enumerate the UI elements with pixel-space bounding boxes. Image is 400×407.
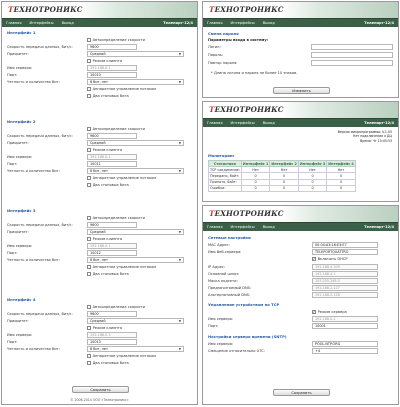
- table-cell: 0: [298, 179, 326, 185]
- hw-flow-label: Аппаратное управление потоком: [92, 354, 156, 358]
- auto-speed-toggle[interactable]: [87, 38, 145, 42]
- auto-speed-row: [7, 304, 192, 310]
- nav-exit[interactable]: Выход: [262, 121, 275, 125]
- table-header: Интерфейс 2: [271, 161, 297, 166]
- auto-speed-toggle[interactable]: [87, 127, 145, 131]
- port-row: [7, 161, 192, 167]
- nav-interfaces[interactable]: Интерфейсы: [29, 21, 54, 25]
- parity-value: 8 бит, нет: [90, 258, 108, 262]
- auto-speed-label: Автоопределение скорости: [92, 216, 145, 220]
- speed-row: [7, 44, 192, 50]
- web-label: Имя Веб-сервера:: [208, 250, 242, 254]
- web-server-input[interactable]: TELEPORTQUATTRO: [312, 249, 378, 254]
- password-subtitle: Параметры входа в систему:: [208, 38, 269, 42]
- mask-row: [208, 278, 393, 284]
- dhcp-row: [208, 256, 393, 262]
- table-cell: 0: [298, 185, 326, 191]
- parity-label: Четность и количество бит:: [7, 347, 60, 351]
- device-name: Телепорт-12/4: [364, 21, 394, 25]
- dns1-label: Предпочитаемый DNS:: [208, 286, 252, 290]
- auto-speed-checkbox[interactable]: [87, 216, 91, 220]
- speed-row: [7, 222, 192, 228]
- firmware-version: Версия микропрограммы: V.1.05: [337, 130, 392, 134]
- priority-row: [7, 229, 192, 235]
- auto-speed-row: [7, 37, 192, 43]
- mask-label: Маска подсети:: [208, 279, 238, 283]
- utc-label: Смещение относительно UTC:: [208, 349, 265, 353]
- chevron-down-icon[interactable]: ▼: [178, 319, 181, 323]
- port-input[interactable]: [87, 339, 137, 344]
- hw-flow-checkbox[interactable]: [87, 87, 91, 91]
- table-cell: Нет: [327, 167, 355, 173]
- hw-flow-row: [7, 175, 192, 181]
- table-cell: 0: [298, 173, 326, 179]
- client-mode-checkbox[interactable]: [87, 59, 91, 63]
- chevron-down-icon[interactable]: ▼: [178, 258, 181, 262]
- server-mode-row: [208, 309, 393, 315]
- hw-flow-toggle[interactable]: [87, 265, 156, 269]
- network-title: Сетевые настройки: [208, 235, 251, 240]
- parity-select[interactable]: [87, 346, 184, 351]
- nav-exit[interactable]: Выход: [262, 225, 275, 229]
- hw-flow-checkbox[interactable]: [87, 354, 91, 358]
- hw-flow-row: [7, 86, 192, 92]
- header-banner: [203, 2, 398, 19]
- uptime: Время: Чт 15:45:53: [360, 138, 392, 143]
- nav-interfaces[interactable]: Интерфейсы: [230, 21, 255, 25]
- interface-title: Интерфейс 3: [7, 208, 36, 213]
- table-cell: 0: [270, 179, 298, 185]
- password-window: [202, 1, 399, 98]
- parity-select[interactable]: [87, 168, 184, 173]
- brand-logo: ТЕХНОТРОНИКС: [8, 5, 83, 14]
- server-mode-checkbox[interactable]: [312, 310, 316, 314]
- server-label: Имя сервера:: [7, 333, 33, 337]
- footer: © 2006-2014 ООО «Технотроникс»: [70, 398, 129, 402]
- parity-label: Четность и количество бит:: [7, 80, 60, 84]
- speed-value: 9600: [90, 134, 99, 138]
- two-stop-row: [7, 182, 192, 188]
- device-name: Телепорт-12/4: [364, 225, 394, 229]
- priority-select[interactable]: [87, 229, 184, 234]
- hw-flow-label: Аппаратное управление потоком: [92, 87, 156, 91]
- priority-label: Приоритет:: [7, 319, 29, 323]
- two-stop-toggle[interactable]: [87, 361, 129, 365]
- nav-bar: [203, 19, 398, 27]
- tcp-port-input[interactable]: 10001: [312, 323, 378, 328]
- hw-flow-checkbox[interactable]: [87, 176, 91, 180]
- parity-label: Четность и количество бит:: [7, 169, 60, 173]
- dhcp-label: Включить DHCP: [317, 257, 348, 261]
- two-stop-checkbox[interactable]: [87, 94, 91, 98]
- server-input[interactable]: [87, 243, 137, 248]
- brand-logo: ТЕХНОТРОНИКС: [209, 105, 284, 114]
- server-value: 192.168.0.1: [90, 244, 111, 248]
- table-cell: 0: [241, 179, 269, 185]
- parity-row: [7, 168, 192, 174]
- table-cell: Ошибки:: [209, 185, 242, 191]
- speed-label: Скорость передачи данных, бит/с:: [7, 134, 73, 138]
- priority-value: Средний: [90, 52, 106, 56]
- client-mode-toggle[interactable]: [87, 148, 122, 152]
- port-input[interactable]: [87, 161, 137, 166]
- two-stop-toggle[interactable]: [87, 272, 129, 276]
- two-stop-checkbox[interactable]: [87, 272, 91, 276]
- utc-input[interactable]: +4: [312, 348, 378, 353]
- sntp-label: Имя сервера:: [208, 342, 234, 346]
- hw-flow-label: Аппаратное управление потоком: [92, 176, 156, 180]
- table-cell: 0: [327, 179, 355, 185]
- parity-row: [7, 346, 192, 352]
- dns1-row: [208, 285, 393, 291]
- table-cell: 0: [241, 185, 269, 191]
- brand-logo: ТЕХНОТРОНИКС: [209, 5, 284, 14]
- table-cell: 0: [327, 173, 355, 179]
- sntp-row: [208, 341, 393, 347]
- mask-input[interactable]: 255.255.248.0: [312, 278, 378, 283]
- mac-label: MAC Адрес:: [208, 243, 230, 247]
- client-mode-toggle[interactable]: [87, 326, 122, 330]
- client-mode-row: [7, 58, 192, 64]
- client-mode-checkbox[interactable]: [87, 326, 91, 330]
- speed-label: Скорость передачи данных, бит/с:: [7, 312, 73, 316]
- server-label: Имя сервера:: [7, 244, 33, 248]
- client-mode-label: Режим клиента: [92, 326, 123, 330]
- priority-label: Приоритет:: [7, 141, 29, 145]
- table-cell: 0: [241, 173, 269, 179]
- gateway-input[interactable]: 192.168.4.1: [312, 271, 378, 276]
- hw-flow-checkbox[interactable]: [87, 265, 91, 269]
- port-row: [7, 72, 192, 78]
- interfaces-window: [1, 1, 198, 405]
- client-mode-label: Режим клиента: [92, 237, 123, 241]
- repeat-row: [208, 60, 393, 66]
- port-label: Порт:: [7, 73, 18, 77]
- speed-value: 9600: [90, 45, 99, 49]
- nav-interfaces[interactable]: Интерфейсы: [230, 225, 255, 229]
- password-note: * Длина логина и пароля не более 10 знаков.: [211, 71, 298, 75]
- parity-select[interactable]: [87, 79, 184, 84]
- two-stop-label: Два стоповых бита: [92, 94, 129, 98]
- client-mode-toggle[interactable]: [87, 237, 122, 241]
- speed-input[interactable]: [87, 133, 137, 138]
- login-label: Логин:: [208, 45, 221, 49]
- dns2-label: Альтернативный DNS:: [208, 293, 251, 297]
- table-cell: Принято, байт:: [209, 179, 242, 185]
- table-cell: Нет: [298, 167, 326, 173]
- parity-value: 8 бит, нет: [90, 80, 108, 84]
- tcp-server-row: [208, 316, 393, 322]
- hw-flow-toggle[interactable]: [87, 354, 156, 358]
- parity-row: [7, 257, 192, 263]
- repeat-label: Повтор пароля:: [208, 61, 238, 65]
- password-label: Пароль:: [208, 53, 224, 57]
- port-input[interactable]: [87, 72, 137, 77]
- dns2-row: [208, 292, 393, 298]
- port-value: 10010: [90, 73, 101, 77]
- server-value: 192.168.0.1: [90, 333, 111, 337]
- auto-speed-row: [7, 126, 192, 132]
- client-mode-row: [7, 325, 192, 331]
- chevron-down-icon[interactable]: ▼: [178, 230, 181, 234]
- parity-row: [7, 79, 192, 85]
- gateway-label: Основной шлюз:: [208, 272, 240, 276]
- speed-label: Скорость передачи данных, бит/с:: [7, 45, 73, 49]
- nav-exit[interactable]: Выход: [262, 21, 275, 25]
- device-name: Телепорт-12/4: [163, 21, 193, 25]
- tcp-port-row: [208, 323, 393, 329]
- server-input[interactable]: [87, 65, 137, 70]
- client-mode-checkbox[interactable]: [87, 237, 91, 241]
- ip-input[interactable]: 192.168.4.209: [312, 264, 378, 269]
- ip-row: [208, 264, 393, 270]
- tcp-port-label: Порт:: [208, 324, 219, 328]
- nav-bar: [2, 19, 197, 27]
- gateway-row: [208, 271, 393, 277]
- port-label: Порт:: [7, 340, 18, 344]
- priority-row: [7, 318, 192, 324]
- client-mode-row: [7, 147, 192, 153]
- auto-speed-label: Автоопределение скорости: [92, 127, 145, 131]
- device-name: Телепорт-12/4: [364, 121, 394, 125]
- port-input[interactable]: [87, 250, 137, 255]
- server-mode-label: Режим сервера: [317, 310, 347, 314]
- client-mode-checkbox[interactable]: [87, 148, 91, 152]
- priority-row: [7, 140, 192, 146]
- auto-speed-label: Автоопределение скорости: [92, 38, 145, 42]
- two-stop-row: [7, 271, 192, 277]
- table-header: Интерфейс 3: [299, 161, 326, 166]
- header-banner: [203, 102, 398, 119]
- two-stop-row: [7, 93, 192, 99]
- priority-row: [7, 51, 192, 57]
- table-row: [209, 185, 356, 191]
- nav-home[interactable]: Главная: [207, 121, 223, 125]
- client-mode-label: Режим клиента: [92, 148, 123, 152]
- port-value: 10011: [90, 162, 101, 166]
- port-row: [7, 339, 192, 345]
- server-label: Имя сервера:: [7, 66, 33, 70]
- auto-speed-toggle[interactable]: [87, 216, 145, 220]
- priority-select[interactable]: [87, 51, 184, 56]
- interface-title: Интерфейс 4: [7, 297, 36, 302]
- port-value: 10012: [90, 251, 101, 255]
- repeat-password-input[interactable]: [311, 60, 393, 65]
- two-stop-checkbox[interactable]: [87, 361, 91, 365]
- speed-input[interactable]: [87, 222, 137, 227]
- tcp-title: Управление устройством по TCP: [208, 302, 280, 307]
- table-cell: 0: [270, 185, 298, 191]
- speed-row: [7, 133, 192, 139]
- auto-speed-checkbox[interactable]: [87, 38, 91, 42]
- nav-interfaces[interactable]: Интерфейсы: [230, 121, 255, 125]
- auto-speed-checkbox[interactable]: [87, 305, 91, 309]
- hero-image: [80, 2, 197, 18]
- network-window: [202, 205, 399, 405]
- priority-value: Средний: [90, 319, 106, 323]
- chevron-down-icon[interactable]: ▼: [178, 80, 181, 84]
- port-label: Порт:: [7, 162, 18, 166]
- login-row: [208, 44, 393, 50]
- nav-exit[interactable]: Выход: [61, 21, 74, 25]
- password-title: Смена пароля: [208, 31, 239, 36]
- interface-title: Интерфейс 2: [7, 119, 36, 124]
- device-info: [338, 130, 392, 143]
- dhcp-checkbox[interactable]: [312, 257, 316, 261]
- table-cell: Нет: [270, 167, 298, 173]
- auto-speed-label: Автоопределение скорости: [92, 305, 145, 309]
- port-value: 10013: [90, 340, 101, 344]
- password-row: [208, 52, 393, 58]
- sntp-input[interactable]: POOL.NTP.ORG: [312, 341, 378, 346]
- server-input[interactable]: [87, 332, 137, 337]
- server-mode-toggle[interactable]: [312, 310, 347, 314]
- client-mode-label: Режим клиента: [92, 59, 123, 63]
- chevron-down-icon[interactable]: ▼: [178, 169, 181, 173]
- nav-home[interactable]: Главная: [207, 21, 223, 25]
- hw-flow-toggle[interactable]: [87, 176, 156, 180]
- speed-row: [7, 311, 192, 317]
- chevron-down-icon[interactable]: ▼: [178, 347, 181, 351]
- tcp-server-label: Имя сервера:: [208, 317, 234, 321]
- speed-value: 9600: [90, 223, 99, 227]
- nav-bar: [203, 223, 398, 231]
- priority-value: Средний: [90, 141, 106, 145]
- speed-input[interactable]: [87, 44, 137, 49]
- two-stop-row: [7, 360, 192, 366]
- server-value: 192.168.0.1: [90, 155, 111, 159]
- priority-select[interactable]: [87, 140, 184, 145]
- auto-speed-toggle[interactable]: [87, 305, 145, 309]
- dhcp-toggle[interactable]: [312, 257, 348, 261]
- parity-value: 8 бит, нет: [90, 169, 108, 173]
- hw-flow-row: [7, 353, 192, 359]
- dns1-input[interactable]: 192.168.2.127: [312, 285, 378, 290]
- hero-image: [281, 2, 398, 18]
- save-network-button[interactable]: Сохранить: [273, 389, 330, 396]
- auto-speed-checkbox[interactable]: [87, 127, 91, 131]
- chevron-down-icon[interactable]: ▼: [178, 52, 181, 56]
- monitoring-window: [202, 101, 399, 202]
- nav-bar: [203, 119, 398, 127]
- two-stop-label: Два стоповых бита: [92, 361, 129, 365]
- speed-value: 9600: [90, 312, 99, 316]
- speed-input[interactable]: [87, 311, 137, 316]
- sntp-title: Настройки сервера времени (SNTP): [208, 334, 287, 339]
- hw-flow-row: [7, 264, 192, 270]
- table-cell: 0: [270, 173, 298, 179]
- two-stop-label: Два стоповых бита: [92, 183, 129, 187]
- client-mode-row: [7, 236, 192, 242]
- save-interfaces-button[interactable]: Сохранить: [72, 386, 129, 393]
- table-header: Интерфейс 1: [242, 161, 269, 166]
- web-row: [208, 249, 393, 255]
- server-input[interactable]: [87, 154, 137, 159]
- parity-value: 8 бит, нет: [90, 347, 108, 351]
- priority-label: Приоритет:: [7, 230, 29, 234]
- parity-label: Четность и количество бит:: [7, 258, 60, 262]
- login-input[interactable]: [311, 44, 393, 49]
- server-value: 192.168.0.1: [90, 66, 111, 70]
- table-cell: Передано, байт:: [209, 173, 242, 179]
- port-label: Порт:: [7, 251, 18, 255]
- mac-input[interactable]: 00:04:A3:16:E3:E7: [312, 242, 378, 247]
- nav-home[interactable]: Главная: [207, 225, 223, 229]
- two-stop-label: Два стоповых бита: [92, 272, 129, 276]
- brand-logo: ТЕХНОТРОНИКС: [209, 209, 284, 218]
- priority-select[interactable]: [87, 318, 184, 323]
- hw-flow-label: Аппаратное управление потоком: [92, 265, 156, 269]
- hw-flow-toggle[interactable]: [87, 87, 156, 91]
- header-banner: [2, 2, 197, 19]
- mac-row: [208, 242, 393, 248]
- server-label: Имя сервера:: [7, 155, 33, 159]
- parity-select[interactable]: [87, 257, 184, 262]
- server-row: [7, 243, 192, 249]
- ip-label: IP Адрес:: [208, 265, 225, 269]
- two-stop-toggle[interactable]: [87, 183, 129, 187]
- monitoring-table: [208, 160, 356, 192]
- password-input[interactable]: [311, 52, 393, 57]
- nav-home[interactable]: Главная: [6, 21, 22, 25]
- connection-status: Нет подключения к ДЦ: [353, 134, 392, 139]
- client-mode-toggle[interactable]: [87, 59, 122, 63]
- server-row: [7, 332, 192, 338]
- hero-image: [281, 206, 398, 222]
- table-header: Статистика: [209, 161, 242, 167]
- monitoring-title: Мониторинг: [208, 153, 235, 158]
- port-row: [7, 250, 192, 256]
- server-row: [7, 65, 192, 71]
- auto-speed-row: [7, 215, 192, 221]
- dns2-input[interactable]: 192.168.2.128: [312, 292, 378, 297]
- interface-title: Интерфейс 1: [7, 30, 36, 35]
- hero-image: [281, 102, 398, 118]
- table-cell: 0: [327, 185, 355, 191]
- table-cell: TCP соединение:: [210, 167, 240, 172]
- priority-value: Средний: [90, 230, 106, 234]
- server-row: [7, 154, 192, 160]
- change-password-button[interactable]: Изменить: [273, 87, 330, 94]
- speed-label: Скорость передачи данных, бит/с:: [7, 223, 73, 227]
- tcp-server-input[interactable]: 192.168.0.1: [312, 316, 378, 321]
- two-stop-checkbox[interactable]: [87, 183, 91, 187]
- two-stop-toggle[interactable]: [87, 94, 129, 98]
- utc-row: [208, 348, 393, 354]
- header-banner: [203, 206, 398, 223]
- priority-label: Приоритет:: [7, 52, 29, 56]
- table-cell: Нет: [241, 167, 269, 173]
- table-header: Интерфейс 4: [328, 161, 354, 166]
- chevron-down-icon[interactable]: ▼: [178, 141, 181, 145]
